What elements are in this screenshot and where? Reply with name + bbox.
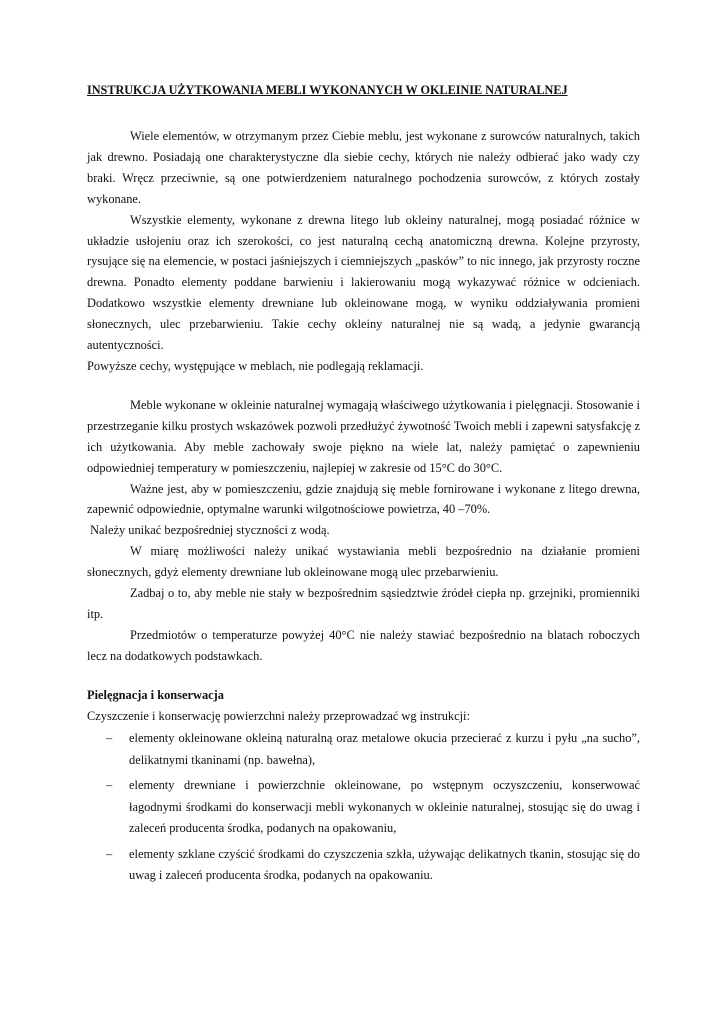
paragraph-heat-sources: Zadbaj o to, aby meble nie stały w bezpośrednim sąsiedztwie źródeł ciepła np. grzejniki, promienniki itp.: [87, 586, 640, 621]
paragraph-natural-materials: Wiele elementów, w otrzymanym przez Ciebie meblu, jest wykonane z surowców naturalnych, takich jak drewno. Posiadają one charakterystyczne dla siebie cechy, których nie należy odbierać jako wady czy braki. Wręcz przeciwnie, są one potwierdzeniem naturalnego pochodzenia surowców, z których zostały wykonane.: [87, 129, 640, 206]
document-page: [87, 82, 640, 890]
paragraph-humidity: Ważne jest, aby w pomieszczeniu, gdzie znajdują się meble fornirowane i wykonane z litego drewna, zapewnić odpowiednie, optymalne warunki wilgotnościowe powietrza, 40 –70%.: [87, 481, 640, 517]
list-item: [87, 775, 640, 839]
care-heading: Pielęgnacja i konserwacja: [87, 687, 224, 702]
paragraph-wood-features: Wszystkie elementy, wykonane z drewna litego lub okleiny naturalnej, mogą posiadać różnice w układzie usłojeniu oraz ich szerokości, co jest naturalną cechą anatomiczną drewna. Kolejne przyrosty, rysujące się na elemencie, w postaci jaśniejszych i ciemniejszych „pasków” to nic innego, jak przyrosty roczne drewna. Ponadto elementy poddane barwieniu i lakierowaniu mogą wykazywać różnice w odcieniach. Dodatkowo wszystkie elementy drewniane lub okleinowane mogą, w wyniku oddziaływania promieni słonecznych, ulec przebarwieniu. Takie cechy okleiny naturalnej nie są wadą, a jedynie gwarancją autentyczności.: [87, 212, 640, 353]
care-instructions-list: [87, 728, 640, 886]
list-item-text: elementy okleinowane okleiną naturalną oraz metalowe okucia przecierać z kurzu i pyłu „na sucho”, delikatnymi tkaninami (np. bawełna),: [129, 731, 640, 767]
list-item: [87, 844, 640, 887]
list-item: [87, 728, 640, 771]
paragraph-no-complaints: Powyższe cechy, występujące w meblach, nie podlegają reklamacji.: [87, 358, 424, 373]
dash-bullet-icon: –: [106, 778, 113, 793]
paragraph-avoid-water: Należy unikać bezpośredniej styczności z wodą.: [87, 523, 330, 538]
list-item-text: elementy szklane czyścić środkami do czyszczenia szkła, używając delikatnych tkanin, stosując się do uwag i zaleceń producenta środka, podanych na opakowaniu.: [129, 846, 640, 882]
paragraph-care-requirements: Meble wykonane w okleinie naturalnej wymagają właściwego użytkowania i pielęgnacji. Stosowanie i przestrzeganie kilku prostych wskazówek pozwoli przedłużyć żywotność Twoich mebli i zapewni satysfakcję z ich użytkowania. Aby meble zachowały swoje piękno na wiele lat, należy pamiętać o zapewnieniu odpowiedniej temperatury w pomieszczeniu, najlepiej w zakresie od 15°C do 30°C.: [87, 397, 640, 475]
paragraph-avoid-sunlight: W miarę możliwości należy unikać wystawiania mebli bezpośrednio na działanie promieni słonecznych, gdyż elementy drewniane lub okleinowane mogą ulec przebarwieniu.: [87, 544, 640, 580]
care-intro: Czyszczenie i konserwację powierzchni należy przeprowadzać wg instrukcji:: [87, 708, 470, 723]
dash-bullet-icon: –: [106, 731, 113, 746]
section-spacer: [87, 667, 640, 685]
paragraph-hot-objects: Przedmiotów o temperaturze powyżej 40°C nie należy stawiać bezpośrednio na blatach roboczych lecz na dodatkowych podstawkach.: [87, 627, 640, 663]
dash-bullet-icon: –: [106, 846, 113, 861]
list-item-text: elementy drewniane i powierzchnie okleinowane, po wstępnym oczyszczeniu, konserwować łagodnymi środkami do konserwacji mebli wykonanych w okleinie naturalnej, stosując się do uwag i zaleceń producenta środka, podanych na opakowaniu,: [129, 778, 640, 836]
section-spacer: [87, 377, 640, 395]
document-title: INSTRUKCJA UŻYTKOWANIA MEBLI WYKONANYCH W OKLEINIE NATURALNEJ: [87, 83, 568, 97]
